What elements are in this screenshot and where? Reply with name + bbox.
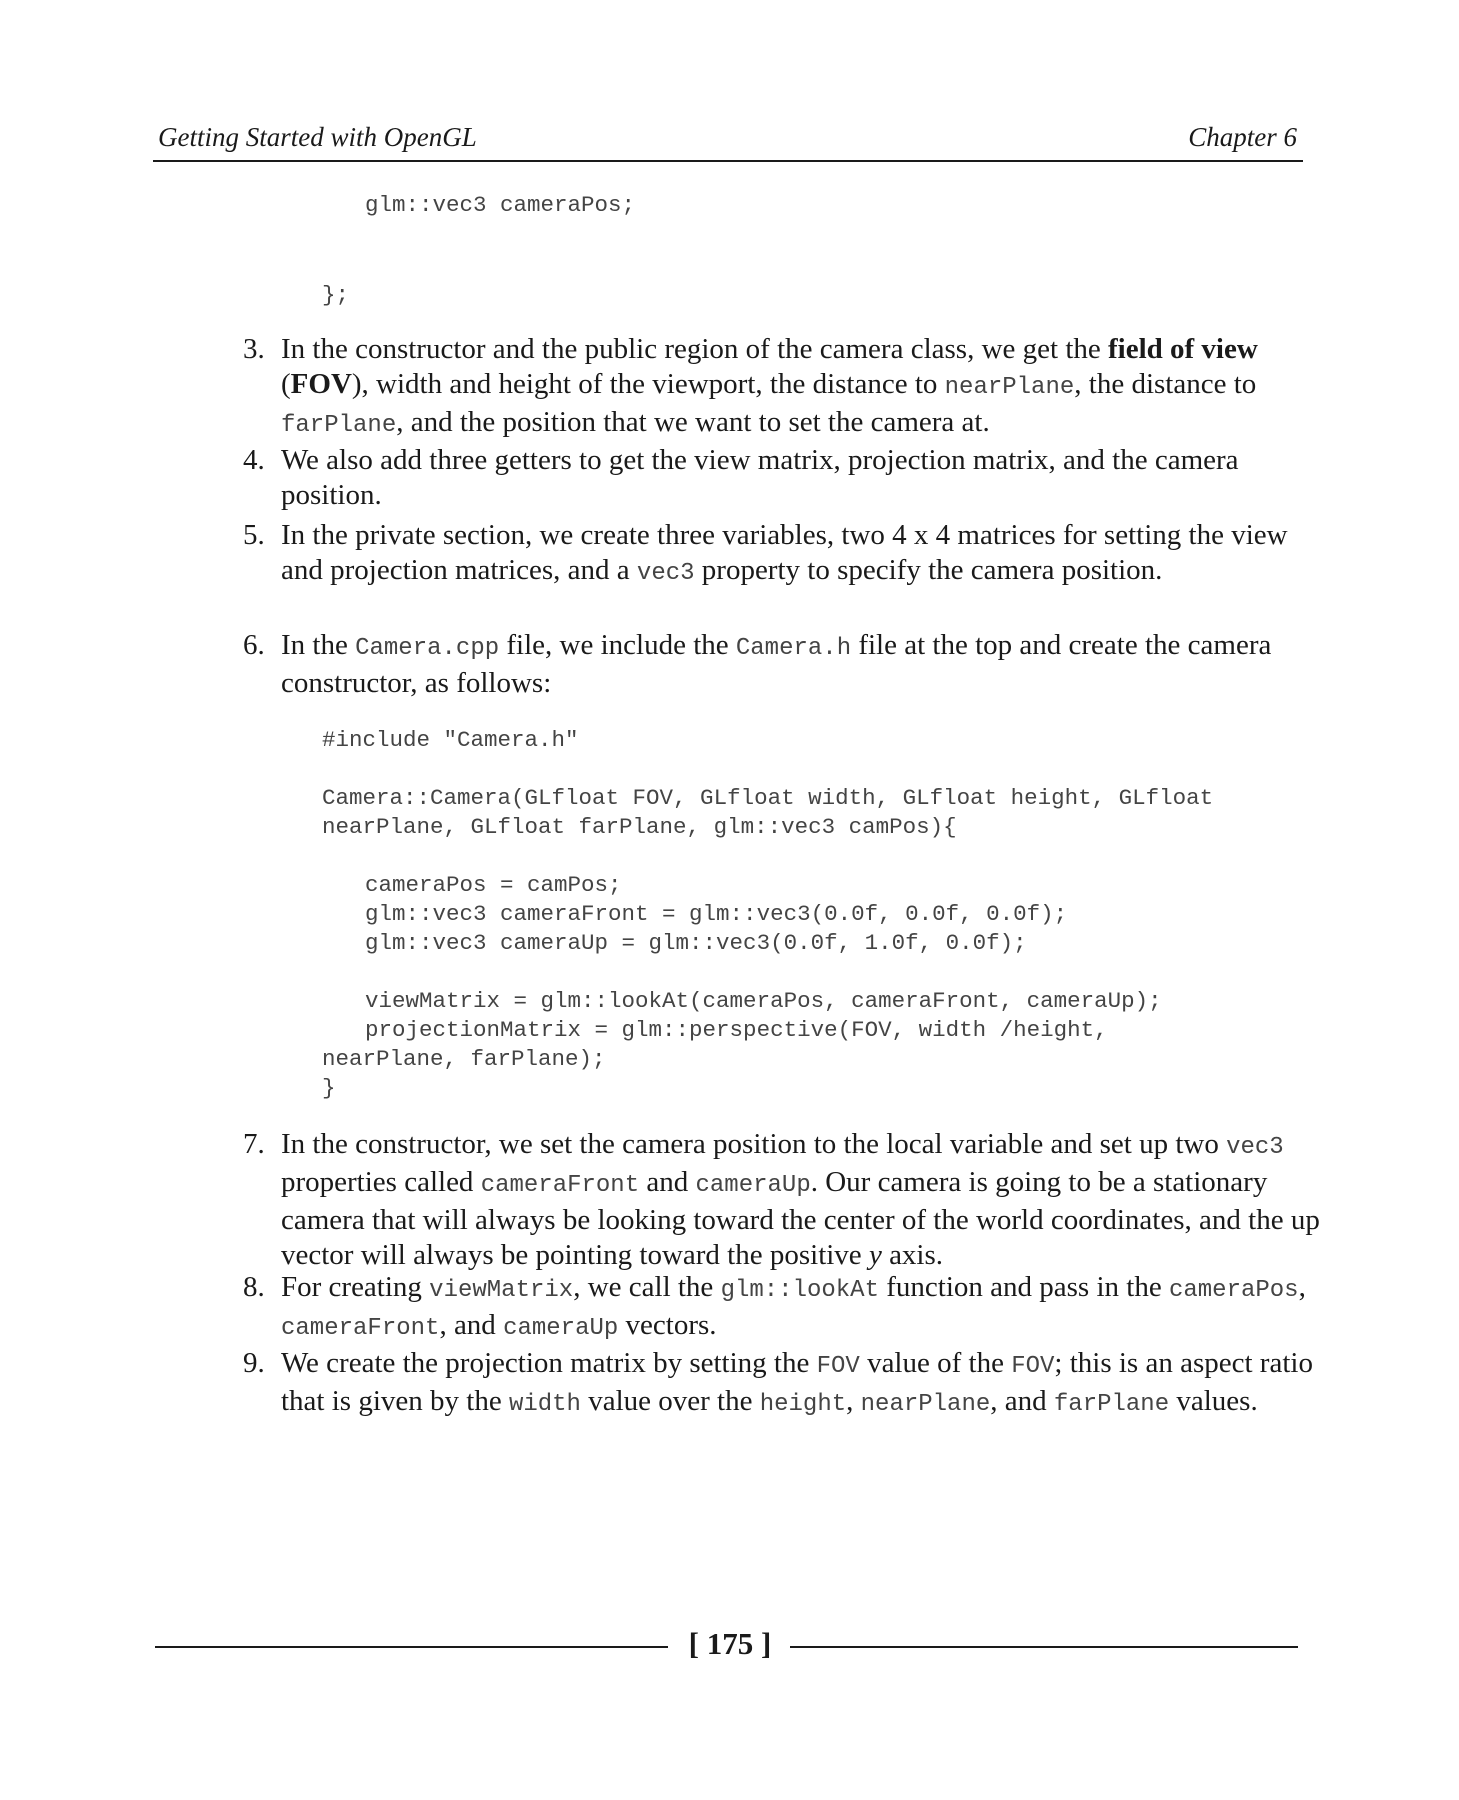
list-item-text bbox=[281, 1127, 1321, 1273]
inline-code: vec3 bbox=[1226, 1134, 1284, 1161]
code-line-camerapos-decl: glm::vec3 cameraPos; bbox=[365, 192, 636, 218]
text-run: , we call the bbox=[573, 1271, 721, 1303]
list-item-text bbox=[281, 1346, 1321, 1422]
bold-term: field of view bbox=[1108, 333, 1258, 365]
list-item-text bbox=[281, 1270, 1321, 1346]
text-run: We also add three getters to get the view matrix, projection matrix, and the camera position. bbox=[281, 444, 1239, 511]
list-number: 3. bbox=[243, 333, 265, 365]
text-run: We create the projection matrix by setting the bbox=[281, 1347, 817, 1379]
list-item-text bbox=[281, 332, 1321, 443]
inline-code: cameraPos bbox=[1168, 1277, 1299, 1304]
list-number: 6. bbox=[243, 629, 265, 661]
list-number: 9. bbox=[243, 1347, 265, 1379]
list-number: 7. bbox=[243, 1128, 265, 1160]
text-run: value of the bbox=[859, 1347, 1012, 1379]
text-run: , the distance to bbox=[1074, 368, 1257, 400]
code-line: nearPlane, farPlane); bbox=[322, 1046, 606, 1072]
text-run: axis. bbox=[881, 1239, 944, 1271]
text-run: , and the position that we want to set the camera at. bbox=[396, 406, 990, 438]
header-divider bbox=[153, 160, 1303, 162]
running-header bbox=[155, 122, 1300, 162]
inline-code: FOV bbox=[1011, 1353, 1055, 1380]
inline-code: farPlane bbox=[1053, 1391, 1170, 1418]
list-number: 4. bbox=[243, 444, 265, 476]
chapter-label: Chapter 6 bbox=[1188, 122, 1297, 152]
inline-code: viewMatrix bbox=[429, 1277, 574, 1304]
code-line: glm::vec3 cameraUp = glm::vec3(0.0f, 1.0f, 0.0f); bbox=[365, 930, 1027, 956]
inline-code: cameraFront bbox=[281, 1315, 440, 1342]
text-run: , and bbox=[990, 1385, 1054, 1417]
text-run: property to specify the camera position. bbox=[694, 554, 1163, 586]
text-run: function and pass in the bbox=[879, 1271, 1169, 1303]
inline-code: cameraFront bbox=[480, 1172, 640, 1199]
list-item-text bbox=[281, 518, 1321, 591]
inline-code: cameraUp bbox=[503, 1315, 619, 1342]
list-number: 8. bbox=[243, 1271, 265, 1303]
text-run: value over the bbox=[580, 1385, 760, 1417]
inline-code: nearPlane bbox=[860, 1391, 991, 1418]
code-line-struct-close: }; bbox=[322, 282, 350, 308]
text-run: values. bbox=[1169, 1385, 1258, 1417]
book-title: Getting Started with OpenGL bbox=[158, 122, 477, 152]
inline-code: farPlane bbox=[281, 412, 397, 439]
text-run: For creating bbox=[281, 1271, 430, 1303]
text-run: . Our camera is going to be a stationary camera that will always be looking toward the center of the world coordinates, and the up vector will always be pointing toward the positive bbox=[281, 1166, 1320, 1271]
text-run: ; this is an aspect ratio that is given by the bbox=[281, 1347, 1313, 1417]
inline-code: FOV bbox=[816, 1353, 860, 1380]
inline-code: height bbox=[759, 1391, 847, 1418]
inline-code: glm::lookAt bbox=[720, 1277, 879, 1304]
text-run: , bbox=[846, 1385, 861, 1417]
text-run: and bbox=[639, 1166, 696, 1198]
code-line: glm::vec3 cameraFront = glm::vec3(0.0f, 0.0f, 0.0f); bbox=[365, 901, 1068, 927]
page-number: [ 175 ] bbox=[688, 1626, 772, 1661]
list-number: 5. bbox=[243, 519, 265, 551]
inline-code: cameraUp bbox=[695, 1172, 811, 1199]
text-run: file, we include the bbox=[499, 629, 736, 661]
code-line: nearPlane, GLfloat farPlane, glm::vec3 camPos){ bbox=[322, 814, 957, 840]
inline-code: width bbox=[508, 1391, 581, 1418]
text-run: vectors. bbox=[618, 1309, 717, 1341]
footer-rule-right bbox=[790, 1646, 1298, 1648]
text-run: In the constructor, we set the camera position to the local variable and set up two bbox=[281, 1128, 1227, 1160]
text-run: file at the top and create the camera constructor, as follows: bbox=[281, 629, 1272, 699]
footer-rule-left bbox=[155, 1646, 668, 1648]
list-item-text bbox=[281, 443, 1321, 513]
text-run: In the constructor and the public region of the camera class, we get the bbox=[281, 333, 1108, 365]
italic-term: y bbox=[868, 1239, 882, 1271]
list-item-text bbox=[281, 628, 1321, 701]
text-run: In the private section, we create three variables, two 4 x 4 matrices for setting the view and projection matrices, and a bbox=[281, 519, 1288, 586]
inline-code: Camera.cpp bbox=[355, 635, 500, 662]
text-run: , and bbox=[439, 1309, 504, 1341]
text-run: ( bbox=[281, 368, 291, 400]
code-line: } bbox=[322, 1075, 336, 1101]
code-line: cameraPos = camPos; bbox=[365, 872, 622, 898]
code-line: #include "Camera.h" bbox=[322, 727, 579, 753]
text-run: properties called bbox=[281, 1166, 481, 1198]
inline-code: nearPlane bbox=[944, 374, 1075, 401]
code-line: Camera::Camera(GLfloat FOV, GLfloat width, GLfloat height, GLfloat bbox=[322, 785, 1214, 811]
inline-code: vec3 bbox=[636, 560, 695, 587]
text-run: ), width and height of the viewport, the distance to bbox=[351, 368, 945, 400]
code-line: projectionMatrix = glm::perspective(FOV, width /height, bbox=[365, 1017, 1108, 1043]
code-line: viewMatrix = glm::lookAt(cameraPos, cameraFront, cameraUp); bbox=[365, 988, 1162, 1014]
inline-code: Camera.h bbox=[735, 635, 852, 662]
bold-term: FOV bbox=[290, 368, 352, 400]
text-run: In the bbox=[281, 629, 356, 661]
text-run: , bbox=[1298, 1271, 1306, 1303]
